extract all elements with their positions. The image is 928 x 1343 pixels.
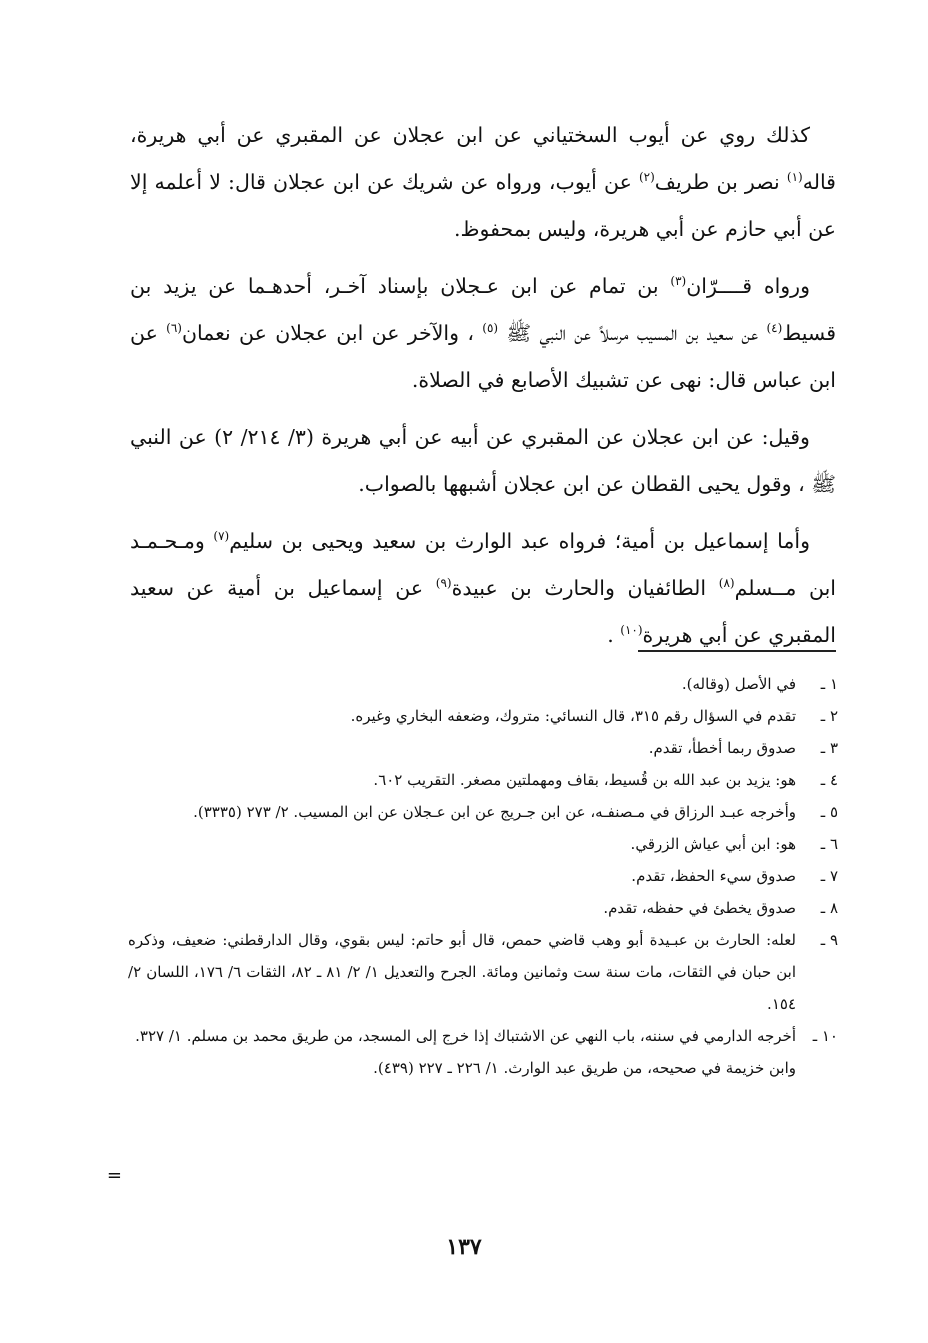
main-text-body (130, 112, 836, 669)
footnote-number: ٥ ـ (820, 803, 838, 821)
footnote-3 (128, 732, 838, 764)
footnote-marker: (٢) (638, 170, 655, 185)
footnote-6 (128, 828, 838, 860)
footnote-5 (128, 796, 838, 828)
text-run: ورواه قــــرّان (686, 274, 810, 298)
text-run: الطائفيان والحارث بن عبيدة (451, 576, 719, 600)
text-run: عن أيوب، ورواه عن شريك عن ابن عجلان قال: لا أعلمه إلا عن أبي حازم عن أبي هريرة، وليس بمحفوظ. (130, 170, 836, 241)
text-run: نصر بن طريف (654, 170, 787, 194)
footnote-marker: (٣) (670, 274, 687, 289)
footnote-number: ٦ ـ (820, 835, 838, 853)
footnote-marker: (٤) (766, 321, 783, 336)
paragraph-1 (130, 112, 836, 253)
footnote-number: ٤ ـ (820, 771, 838, 789)
text-run: وأما إسماعيل بن أمية؛ فرواه عبد الوارث بن سعيد ويحيى بن سليم (229, 529, 811, 553)
footnote-text: صدوق يخطئ في حفظه، تقدم. (603, 899, 796, 917)
footnote-text: هو: ابن أبي عياش الزرقي. (630, 835, 796, 853)
text-run: بن تمام عن ابن عـجلان بإسناد آخـر، أحدهـما عن يزيد بن قسيط (130, 274, 836, 345)
text-run: . (607, 623, 621, 647)
text-run: عن ابن عباس قال: نهى عن تشبيك الأصابع في الصلاة. (130, 321, 836, 392)
footnote-marker: (٩) (435, 576, 452, 591)
text-run: ومـحـمـد ابن مــسلم (130, 529, 836, 600)
footnote-number: ٣ ـ (820, 739, 838, 757)
footnote-text: أخرجه الدارمي في سننه، باب النهي عن الاشتباك إذا خرج إلى المسجد، من طريق محمد بن مسلم. ١/ ٣٢٧. (135, 1027, 796, 1045)
text-run: عن سعيد بن المسيب مرسلاً عن النبي ﷺ (498, 321, 767, 345)
footnotes-section (128, 668, 838, 1084)
footnote-text: لعله: الحارث بن عبـيدة أبو وهب قاضي حمص، قال أبو حاتم: ليس بقوي، وقال الدارقطني: ضعيف، وذكره ابن حبان في الثقات، مات سنة ست وثمانين ومائة. الجرح والتعديل ١/ ٢/ ٨١ ـ ٨٢، الثقات ٦/ ١٧٦، اللسان ٢/ ١٥٤. (128, 931, 796, 1013)
footnote-marker: (٨) (718, 576, 735, 591)
text-run: وقيل: عن ابن عجلان عن المقبري عن أبيه عن أبي هريرة (٣/ ٢١٤/ ٢) عن النبي ﷺ ، وقول يحيى القطان عن ابن عجلان أشبهها بالصواب. (130, 425, 836, 496)
text-run: ، والآخر عن ابن عجلان عن نعمان (181, 321, 483, 345)
footnote-1 (128, 668, 838, 700)
footnote-text: هو: يزيد بن عبد الله بن قُسيط، بقاف ومهملتين مصغر. التقريب ٦٠٢. (373, 771, 796, 789)
paragraph-3 (130, 414, 836, 508)
footnote-number: ١٠ ـ (812, 1027, 838, 1045)
footnote-number: ٧ ـ (820, 867, 838, 885)
footnote-marker: (٧) (213, 529, 230, 544)
text-run: كذلك روي عن أيوب السختياني عن ابن عجلان عن المقبري عن أبي هريرة، قاله (130, 123, 836, 194)
footnote-10-continuation: وابن خزيمة في صحيحه، من طريق عبد الوارث. ١/ ٢٢٦ ـ ٢٢٧ (٤٣٩). (373, 1059, 796, 1077)
footnote-text: صدوق سيء الحفظ، تقدم. (631, 867, 796, 885)
footnote-number: ٩ ـ (820, 931, 838, 949)
text-run: عن إسماعيل بن أمية عن سعيد المقبري عن أبي هريرة (130, 576, 836, 647)
footnote-marker: (١) (786, 170, 803, 185)
footnote-marker: (٦) (166, 321, 182, 336)
footnote-number: ١ ـ (820, 675, 838, 693)
footnote-marker: (١٠) (620, 623, 643, 638)
footnote-text: في الأصل (وقاله). (681, 675, 796, 693)
footnote-7 (128, 860, 838, 892)
footnote-4 (128, 764, 838, 796)
footnote-text: صدوق ربما أخطأ، تقدم. (648, 739, 796, 757)
paragraph-4 (130, 518, 836, 659)
footnote-number: ٢ ـ (820, 707, 838, 725)
footnote-8 (128, 892, 838, 924)
footnote-separator-line (638, 650, 836, 652)
footnote-text: وأخرجه عبـد الرزاق في مـصنفـه، عن ابن جـريج عن ابن عـجلان عن ابن المسيب. ٢/ ٢٧٣ (٣٣٣٥). (193, 803, 796, 821)
page-number: ١٣٧ (446, 1234, 482, 1260)
footnote-number: ٨ ـ (820, 899, 838, 917)
footnote-2 (128, 700, 838, 732)
footnote-text: تقدم في السؤال رقم ٣١٥، قال النسائي: متروك، وضعفه البخاري وغيره. (350, 707, 796, 725)
continuation-mark: = (106, 1165, 122, 1186)
paragraph-2 (130, 263, 836, 404)
footnote-marker: (٥) (482, 321, 499, 336)
footnote-10 (128, 1020, 838, 1052)
footnote-9 (128, 924, 838, 1020)
